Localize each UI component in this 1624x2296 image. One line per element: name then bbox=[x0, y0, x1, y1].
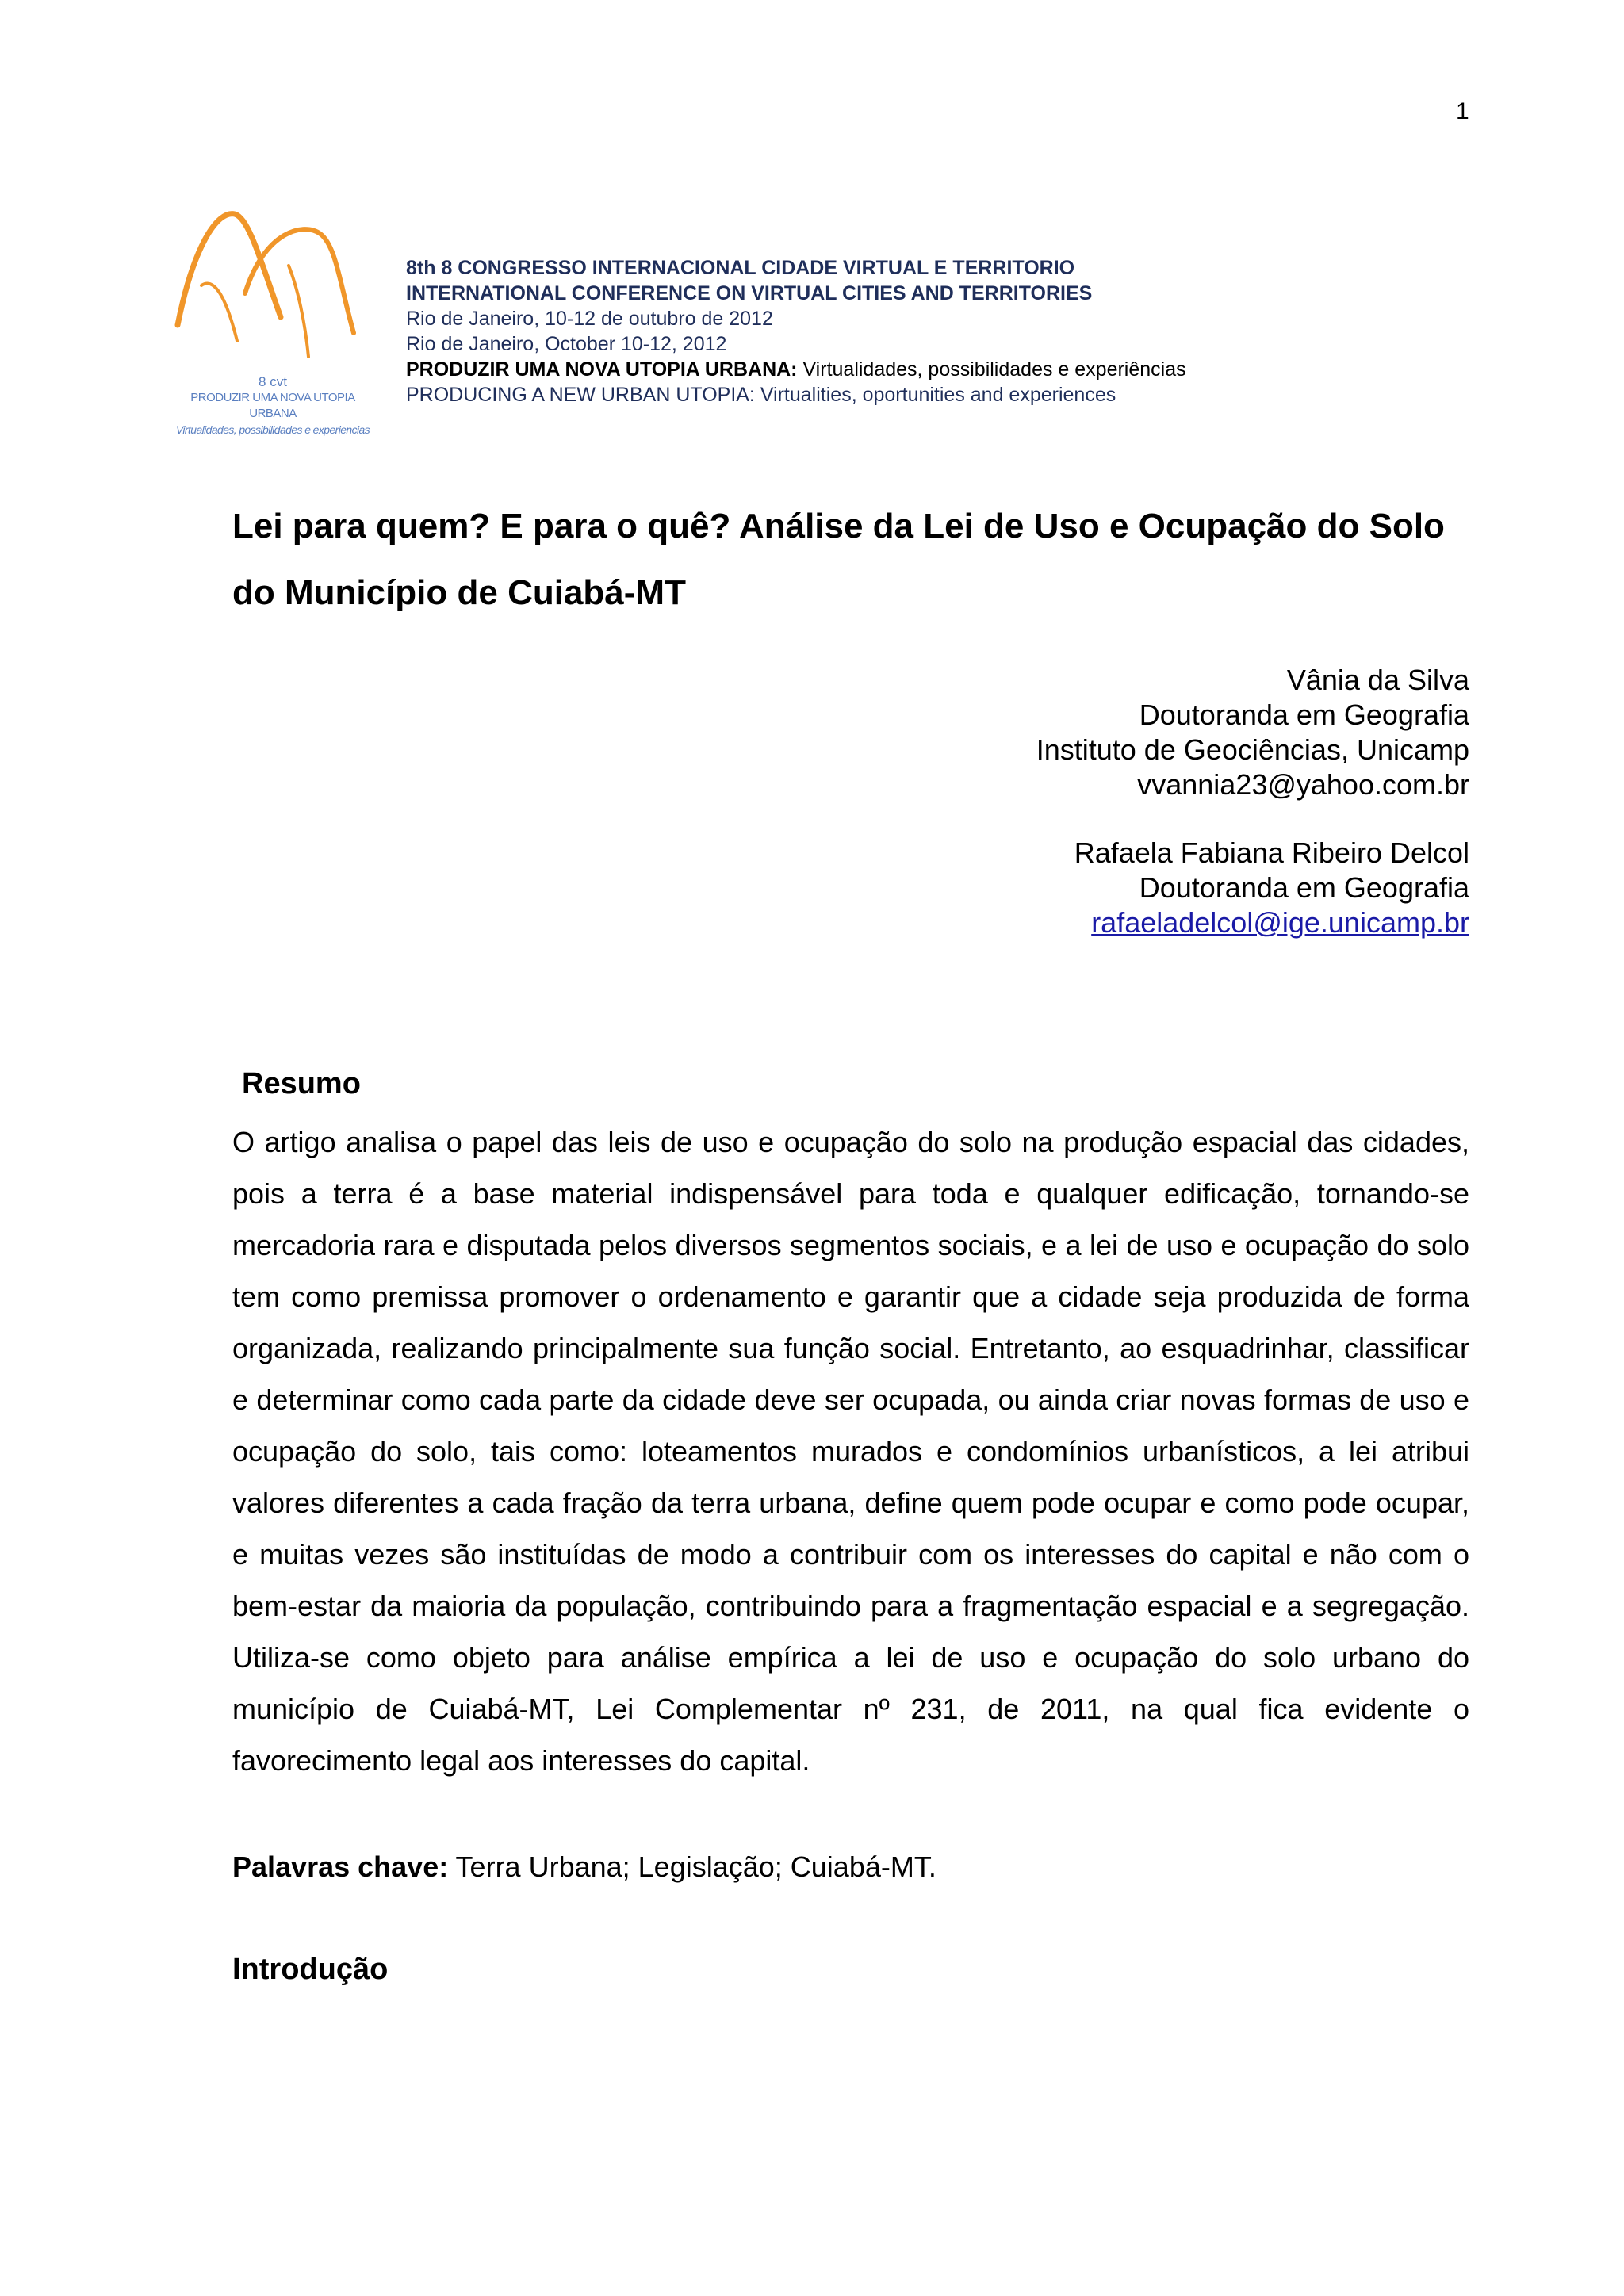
abstract-text: O artigo analisa o papel das leis de uso e ocupação do solo na produção espacial das cidades, pois a terra é a base material indispensável para toda e qualquer edificação, tornando-se mercadoria rara e disputada pelos diversos segmentos sociais, e a lei de uso e ocupação do solo tem como premissa promover o ordenamento e garantir que a cidade seja produzida de forma organizada, realizando principalmente sua função social. Entretanto, ao esquadrinhar, classificar e determinar como cada parte da cidade deve ser ocupada, ou ainda criar novas formas de uso e ocupação do solo, tais como: loteamentos murados e condomínios urbanísticos, a lei atribui valores diferentes a cada fração da terra urbana, define quem pode ocupar e como pode ocupar, e muitas vezes são instituídas de modo a contribuir com os interesses do capital e não com o bem-estar da maioria da população, contribuindo para a fragmentação espacial e a segregação. Utiliza-se como objeto para análise empírica a lei de uso e ocupação do solo urbano do município de Cuiabá-MT, Lei Complementar nº 231, de 2011, na qual fica evidente o favorecimento legal aos interesses do capital. bbox=[232, 1126, 1469, 1777]
logo-caption-3: Virtualidades, possibilidades e experiencias bbox=[175, 423, 370, 436]
introducao-heading: Introdução bbox=[232, 1953, 389, 1986]
paper-title: Lei para quem? E para o quê? Análise da Lei de Uso e Ocupação do Solo do Município de Cuiabá-MT bbox=[232, 507, 1445, 612]
logo-caption-2: PRODUZIR UMA NOVA UTOPIA URBANA bbox=[190, 391, 355, 420]
conference-line-2: INTERNATIONAL CONFERENCE ON VIRTUAL CITIES AND TERRITORIES bbox=[406, 282, 1093, 304]
conference-line-5-rest: Virtualidades, possibilidades e experiências bbox=[797, 358, 1186, 381]
author-1-email: vvannia23@yahoo.com.br bbox=[1137, 768, 1469, 801]
keywords bbox=[232, 1841, 936, 1892]
conference-header bbox=[406, 255, 1186, 408]
author-1-name: Vânia da Silva bbox=[1286, 664, 1469, 696]
logo-caption-1: 8 cvt bbox=[259, 374, 287, 389]
author-2-email-link[interactable]: rafaeladelcol@ige.unicamp.br bbox=[1091, 906, 1469, 939]
conference-line-3: Rio de Janeiro, 10-12 de outubro de 2012 bbox=[406, 308, 773, 330]
author-block bbox=[1036, 663, 1469, 940]
author-1-role: Doutoranda em Geografia bbox=[1139, 698, 1469, 731]
conference-line-1: 8th 8 CONGRESSO INTERNACIONAL CIDADE VIRTUAL E TERRITORIO bbox=[406, 257, 1075, 279]
conference-line-6: PRODUCING A NEW URBAN UTOPIA: Virtualities, oportunities and experiences bbox=[406, 384, 1116, 406]
author-2-role: Doutoranda em Geografia bbox=[1139, 871, 1469, 904]
author-1-institution: Instituto de Geociências, Unicamp bbox=[1036, 733, 1469, 766]
conference-line-5-bold: PRODUZIR UMA NOVA UTOPIA URBANA: bbox=[406, 358, 798, 381]
keywords-label: Palavras chave: bbox=[232, 1850, 449, 1883]
conference-line-4: Rio de Janeiro, October 10-12, 2012 bbox=[406, 333, 727, 355]
conference-line-5 bbox=[406, 357, 1186, 382]
author-2-name: Rafaela Fabiana Ribeiro Delcol bbox=[1074, 836, 1469, 869]
logo-arcs-icon bbox=[170, 198, 376, 374]
resumo-heading: Resumo bbox=[242, 1067, 361, 1100]
conference-logo bbox=[170, 198, 376, 436]
keywords-list: Terra Urbana; Legislação; Cuiabá-MT. bbox=[448, 1850, 936, 1883]
page-number: 1 bbox=[1456, 98, 1469, 124]
